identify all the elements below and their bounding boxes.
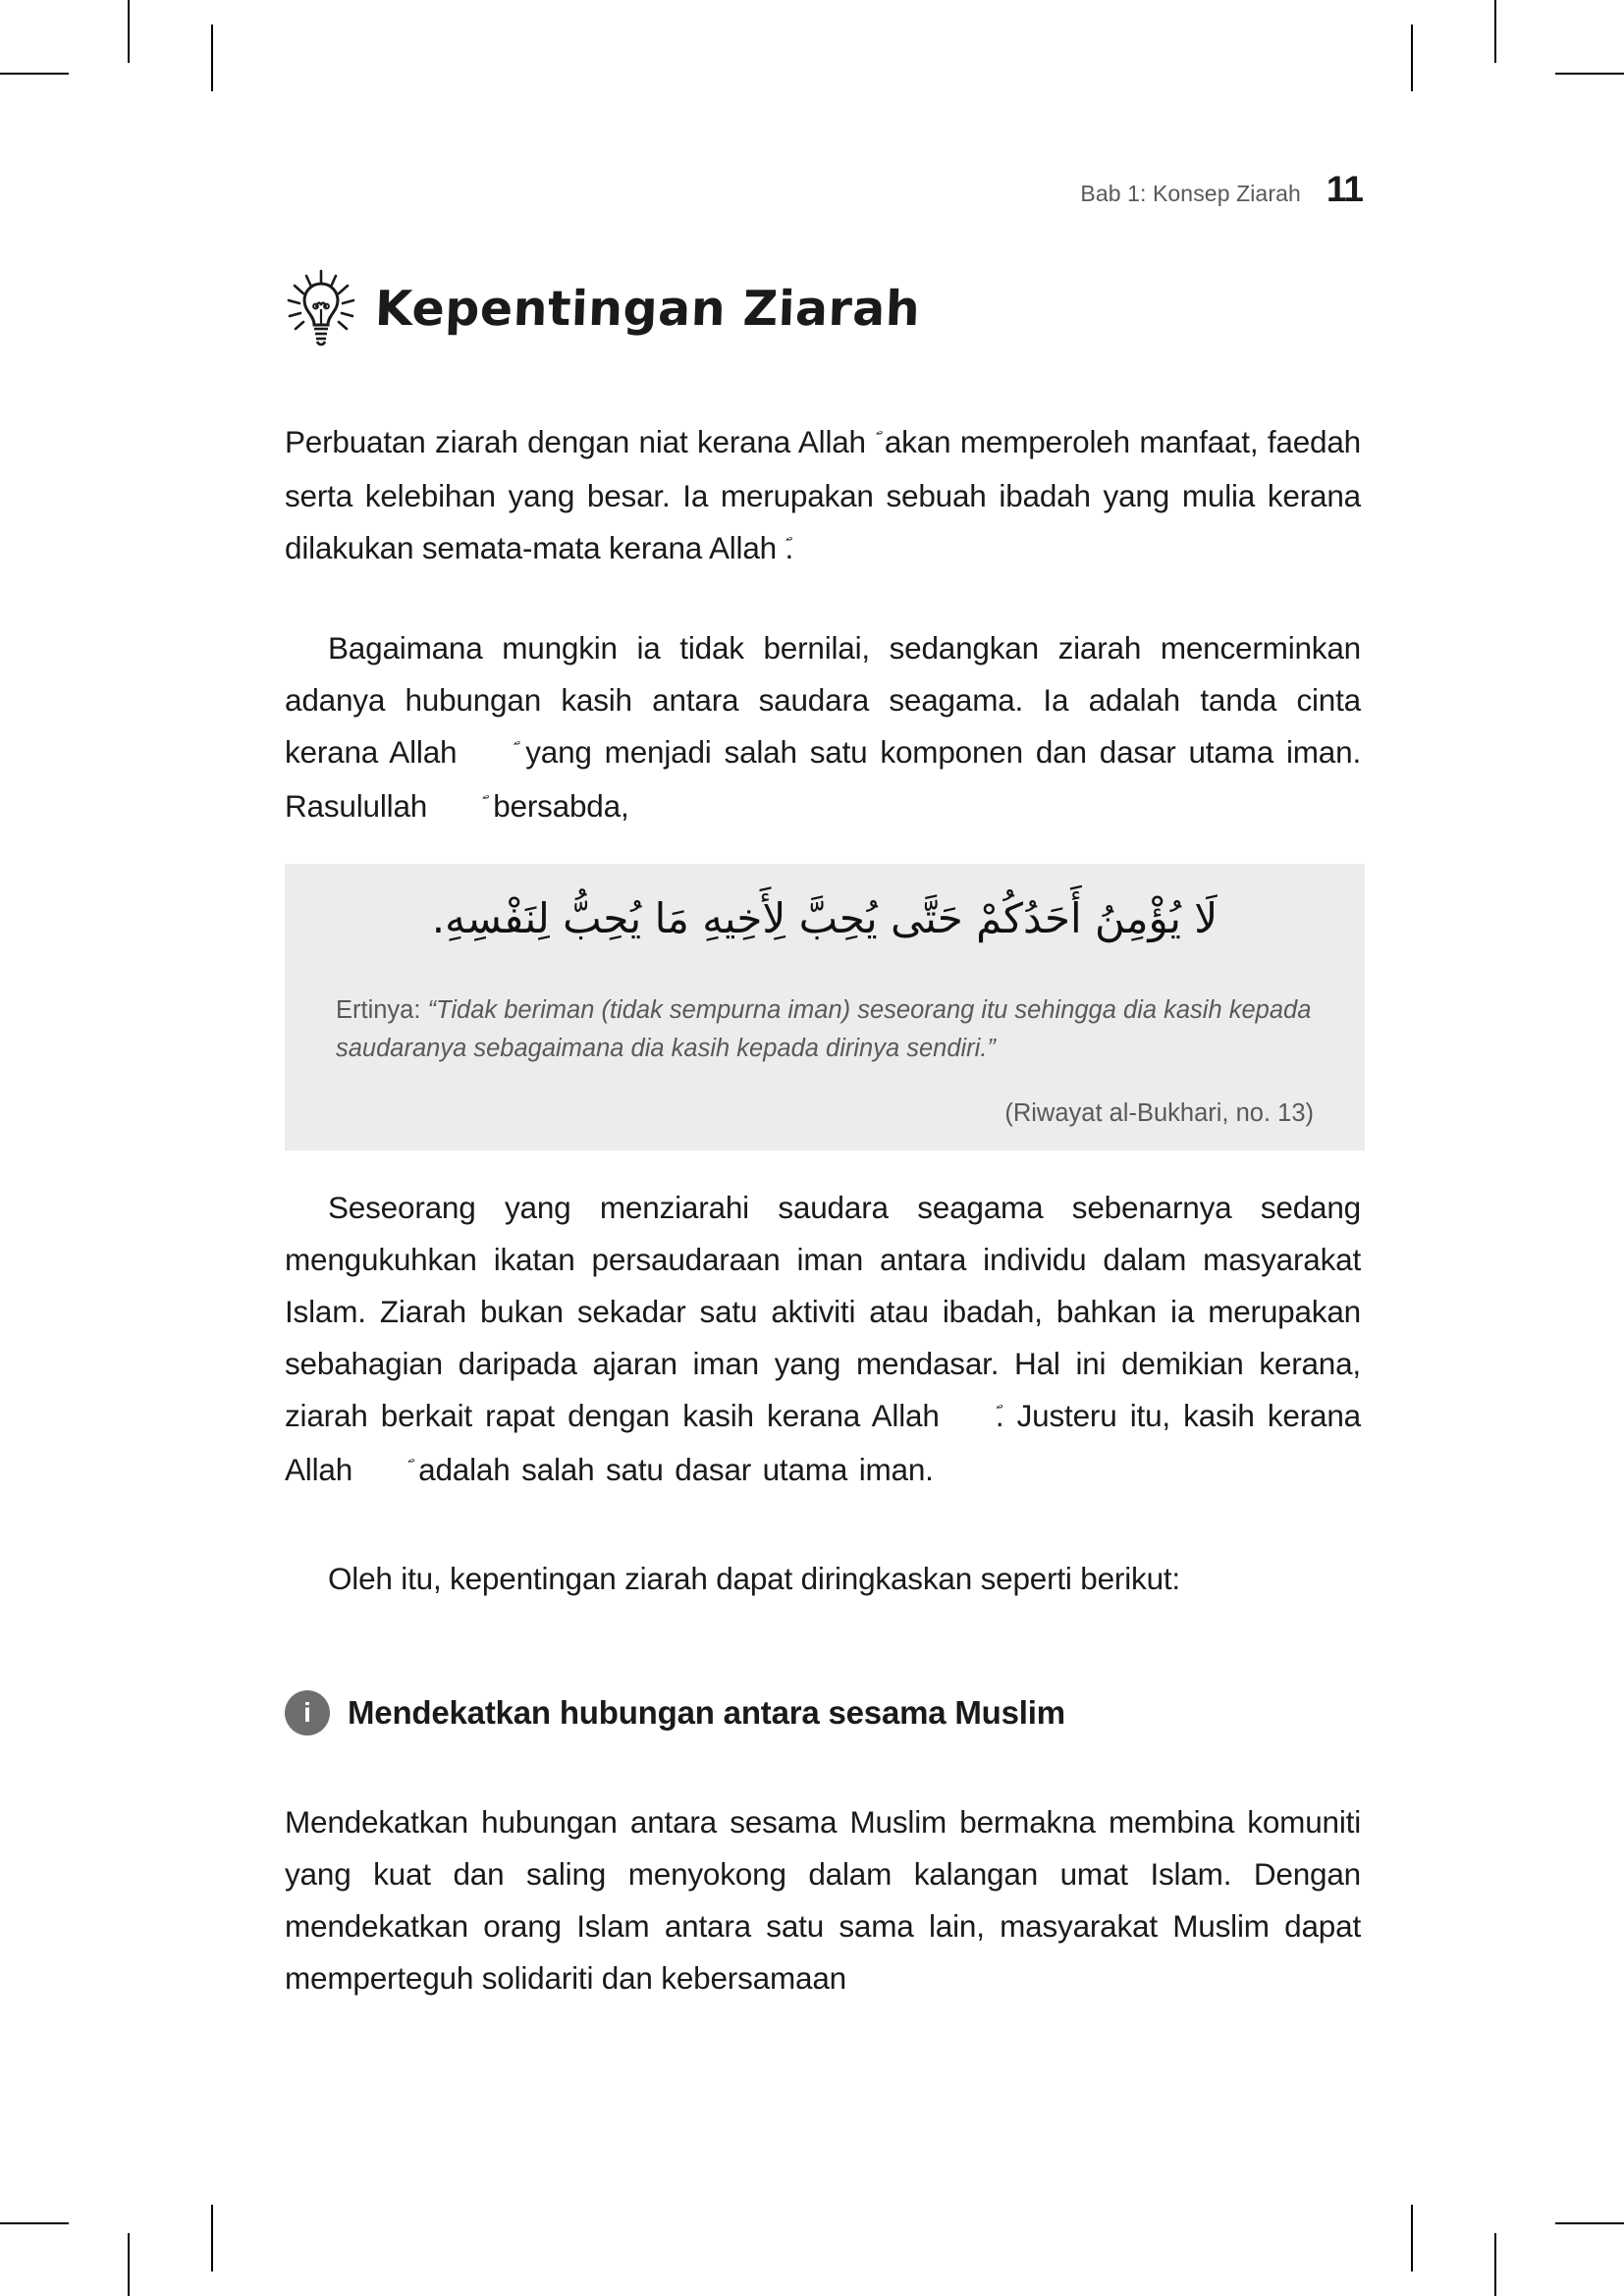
subsection-title: Mendekatkan hubungan antara sesama Muslim [348,1694,1065,1731]
crop-mark-bottom-right-inner-vertical [1411,2205,1413,2271]
paragraph-3 [285,1182,1361,1498]
crop-mark-bottom-left-inner-vertical [211,2205,213,2271]
chapter-title: Bab 1: Konsep Ziarah [1080,181,1301,206]
saw-honorific-icon [439,784,482,836]
hadith-source-citation: (Riwayat al-Bukhari, no. 13) [1004,1099,1314,1127]
crop-mark-top-right-horizontal [1555,73,1624,75]
allah-honorific-icon [952,1394,996,1446]
hadith-translation [336,991,1318,1068]
paragraph-2 [285,622,1361,834]
crop-mark-top-left-inner-vertical [211,25,213,91]
paragraph-1 [285,416,1361,576]
crop-mark-bottom-right-horizontal [1555,2222,1624,2224]
paragraph-2-text-a: Bagaimana mungkin ia tidak bernilai, sedangkan ziarah mencerminkan adanya hubungan kasih antara saudara seagama. Ia adalah tanda cinta kerana Allah [285,630,1361,770]
crop-mark-top-left-vertical [128,0,130,63]
section-title: Kepentingan Ziarah [374,280,922,337]
paragraph-4: Oleh itu, kepentingan ziarah dapat diringkaskan seperti berikut: [328,1561,1180,1596]
lightbulb-icon [285,267,357,349]
allah-honorific-icon [364,1448,407,1500]
list-number-badge: i [285,1690,330,1735]
crop-mark-top-left-horizontal [0,73,69,75]
paragraph-2-text-c: bersabda, [481,788,629,824]
section-heading [285,267,920,349]
crop-mark-bottom-left-vertical [128,2233,130,2296]
paragraph-1-text-b: akan memperoleh manfaat, faedah serta kelebihan yang besar. Ia merupakan sebuah ibadah yang mulia kerana dilakukan semata-mata kerana Allah [285,424,1361,565]
paragraph-3-text-c: adalah salah satu dasar utama iman. [406,1452,934,1487]
crop-mark-bottom-left-horizontal [0,2222,69,2224]
paragraph-3-text-b: . Justeru itu, kasih kerana Allah [285,1398,1362,1487]
paragraph-5: Mendekatkan hubungan antara sesama Muslim bermakna membina komuniti yang kuat dan saling menyokong dalam kalangan umat Islam. Dengan mendekatkan orang Islam antara satu sama lain, masyarakat Muslim dapat memperteguh solidariti dan kebersamaan [285,1804,1361,1996]
page-number: 11 [1326,169,1363,209]
hadith-quote-box [285,864,1365,1150]
running-header [1080,169,1363,210]
hadith-translation-quote: “Tidak beriman (tidak sempurna iman) seseorang itu sehingga dia kasih kepada saudaranya sebagaimana dia kasih kepada dirinya sendiri.” [336,996,1312,1062]
subsection-heading [285,1690,1065,1735]
crop-mark-top-right-vertical [1494,0,1496,63]
hadith-translation-label: Ertinya: [336,996,421,1024]
allah-honorific-icon [469,730,513,782]
paragraph-1-text-a: Perbuatan ziarah dengan niat kerana Allah [285,424,876,459]
paragraph-3-text-a: Seseorang yang menziarahi saudara seagama sebenarnya sedang mengukuhkan ikatan persaudaraan iman antara individu dalam masyarakat Islam. Ziarah bukan sekadar satu aktiviti atau ibadah, bahkan ia merupakan sebahagian daripada ajaran iman yang mendasar. Hal ini demikian kerana, ziarah berkait rapat dengan kasih kerana Allah [285,1190,1361,1433]
paragraph-2-text-b: yang menjadi salah satu komponen dan dasar utama iman. Rasulullah [285,734,1361,824]
crop-mark-top-right-inner-vertical [1411,25,1413,91]
hadith-arabic-text: لَا يُؤْمِنُ أَحَدُكُمْ حَتَّى يُحِبَّ لِأَخِيهِ مَا يُحِبُّ لِنَفْسِهِ. [431,894,1218,942]
crop-mark-bottom-right-vertical [1494,2233,1496,2296]
paragraph-1-text-c: . [785,530,794,565]
